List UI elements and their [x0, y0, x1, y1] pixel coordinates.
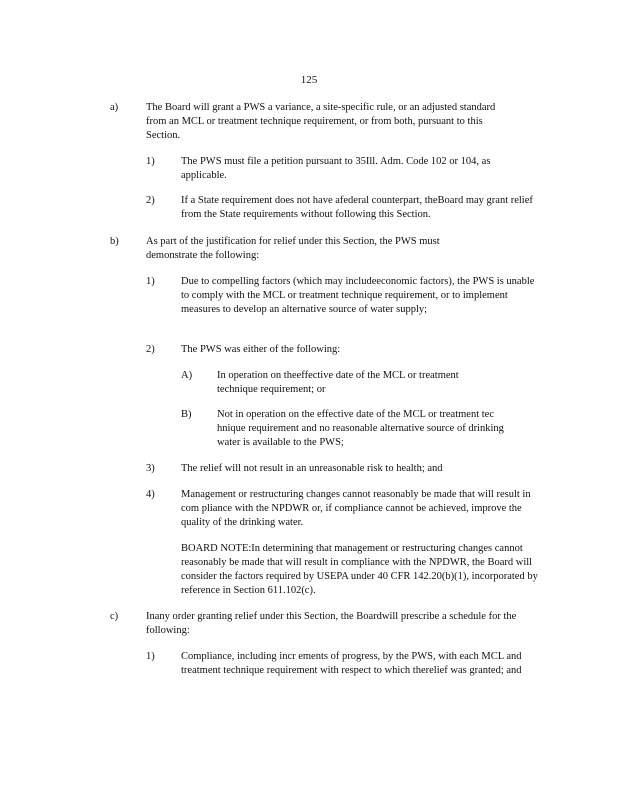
section-b-item-4-text: Management or restructuring changes cannot reasonably be made that will result in com pliance with the NPDWR or, if compliance cannot be achieved, improve the quality of the drinking water.	[181, 489, 531, 528]
section-b-item-2-label: 2)	[146, 344, 155, 355]
section-b-item-3-label: 3)	[146, 463, 155, 474]
section-b-item-2-text: The PWS was either of the following:	[181, 344, 341, 355]
section-a-item-2-label: 2)	[146, 195, 155, 206]
section-c-item-1-label: 1)	[146, 651, 155, 662]
board-note: BOARD NOTE:In determining that management or restructuring changes cannot reasonably be made that will result in compliance with the NPDWR, the Board will consider the factors required by USEPA under 40 CFR 142.20(b)(1), incorporated by reference in Section 611.102(c).	[181, 543, 538, 596]
section-a-item-1-text: The PWS must file a petition pursuant to 35Ill. Adm. Code 102 or 104, as applicable.	[181, 156, 491, 181]
section-a-label: a)	[110, 102, 119, 113]
section-a-item-2-text: If a State requirement does not have afederal counterpart, theBoard may grant relief from the State requirements without following this Section.	[181, 195, 533, 220]
section-b-text: As part of the justification for relief under this Section, the PWS must demonstrate the following:	[146, 236, 440, 261]
section-b-item-2-A-label: A)	[181, 370, 193, 381]
section-b-item-1-label: 1)	[146, 276, 155, 287]
section-b-item-2-B-text: Not in operation on the effective date of the MCL or treatment tec hnique requirement and no reasonable alternative source of drinking water is available to the PWS;	[217, 409, 504, 448]
section-c-item-1-text: Compliance, including incr ements of progress, by the PWS, with each MCL and treatment technique requirement with respect to which therelief was granted; and	[181, 651, 522, 676]
page-number: 125	[300, 74, 318, 86]
section-b-item-1-text: Due to compelling factors (which may includeeconomic factors), the PWS is unable to comply with the MCL or treatment technique requirement, or to implement measures to develop an alternative source of water supply;	[181, 276, 535, 315]
section-c-label: c)	[110, 611, 119, 622]
section-b-item-4-label: 4)	[146, 489, 155, 500]
section-b-item-3-text: The relief will not result in an unreasonable risk to health; and	[181, 463, 443, 474]
section-c-text: Inany order granting relief under this Section, the Boardwill prescribe a schedule for the following:	[146, 611, 517, 636]
section-b-item-2-A-text: In operation on theeffective date of the MCL or treatment technique requirement; or	[217, 370, 459, 395]
section-a-text: The Board will grant a PWS a variance, a site-specific rule, or an adjusted standard from an MCL or treatment technique requirement, or from both, pursuant to this Section.	[146, 102, 496, 141]
section-b-label: b)	[110, 236, 119, 247]
section-a-item-1-label: 1)	[146, 156, 155, 167]
section-b-item-2-B-label: B)	[181, 409, 192, 420]
